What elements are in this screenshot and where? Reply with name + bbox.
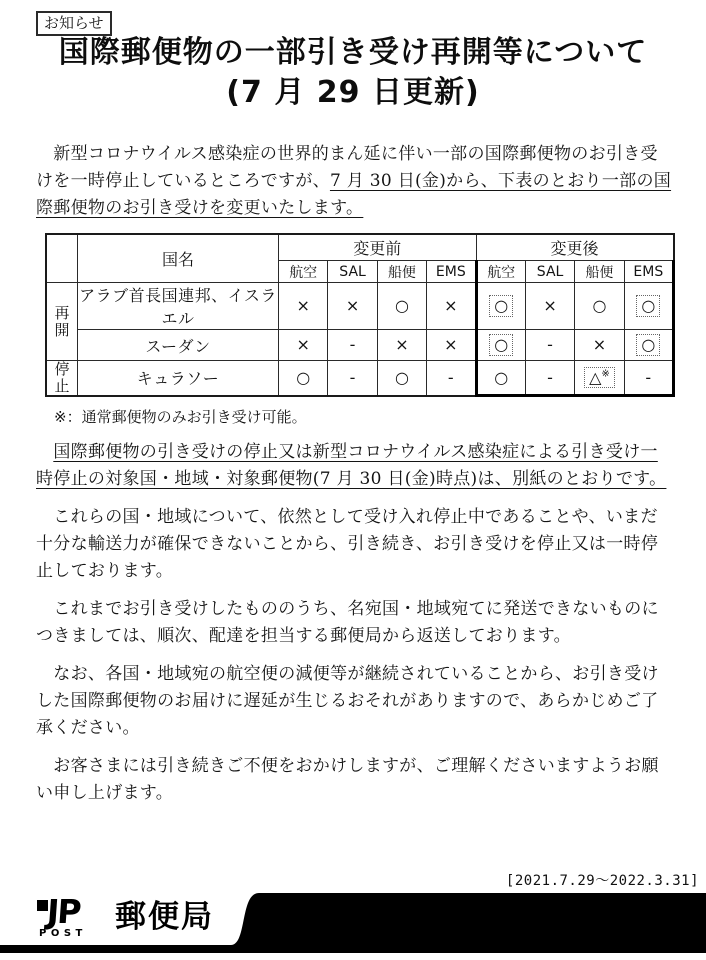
status-symbol: ○	[494, 367, 509, 387]
status-cell-before	[377, 361, 426, 396]
before-subcolumn-header: 航空	[279, 261, 328, 283]
table-body	[46, 283, 674, 396]
before-subcolumn-header: EMS	[427, 261, 476, 283]
before-subcolumn-header: SAL	[328, 261, 377, 283]
status-cell-before	[279, 361, 328, 396]
status-cell-after	[624, 361, 673, 396]
notice-badge: お知らせ	[36, 11, 112, 36]
jp-post-logo	[37, 891, 214, 944]
table-head	[46, 234, 674, 283]
status-cell-before	[377, 283, 426, 330]
row-group-label-text: 再開	[54, 303, 70, 339]
status-symbol: -	[447, 368, 454, 387]
table-row	[46, 330, 674, 361]
status-symbol: ○	[592, 296, 607, 316]
status-symbol: ○	[394, 296, 409, 316]
status-symbol-changed: ○	[489, 295, 513, 317]
document-body	[36, 141, 674, 818]
status-cell-before	[427, 361, 476, 396]
status-cell-before	[328, 361, 377, 396]
before-subcolumn-header: 船便	[377, 261, 426, 283]
country-column-header: 国名	[78, 234, 279, 283]
status-cell-before	[328, 330, 377, 361]
status-symbol: ○	[296, 368, 311, 387]
table-footnote: ※：通常郵便物のみお引き受け可能。	[54, 408, 307, 427]
row-group-label-text: 停止	[54, 360, 70, 395]
status-cell-after	[575, 361, 624, 396]
after-change-group-header: 変更後	[476, 234, 674, 261]
status-cell-after	[575, 330, 624, 361]
status-symbol: ×	[444, 296, 458, 316]
status-cell-after	[624, 330, 673, 361]
row-group-label	[46, 283, 78, 361]
status-cell-before	[427, 330, 476, 361]
row-group-label	[46, 361, 78, 396]
status-cell-after	[476, 330, 525, 361]
status-symbol: ×	[444, 335, 458, 355]
after-subcolumn-header: 船便	[575, 261, 624, 283]
status-symbol-changed: ○	[636, 295, 660, 317]
status-symbol-changed: ○	[636, 334, 660, 356]
after-subcolumn-header: 航空	[476, 261, 525, 283]
paragraph-attachment-ref	[36, 439, 674, 493]
status-cell-before	[427, 283, 476, 330]
text-run: 新型コロナウイルス感染症の世界的まん延に伴い一部の国際郵便物のお引き受けを一時停止しているところですが、	[36, 144, 658, 191]
status-cell-before	[279, 330, 328, 361]
text-run	[36, 442, 53, 462]
status-cell-after	[476, 361, 525, 396]
country-cell: キュラソー	[78, 361, 279, 396]
status-cell-before	[328, 283, 377, 330]
status-symbol: ×	[592, 335, 607, 355]
status-symbol: ×	[345, 296, 360, 316]
status-symbol: -	[547, 335, 553, 355]
jp-post-logo-mark	[37, 891, 101, 940]
status-symbol: ×	[296, 335, 310, 355]
table-row	[46, 283, 674, 330]
page-title-line1: 国際郵便物の一部引き受け再開等について	[58, 35, 648, 70]
jp-logo-post-label: POST	[39, 928, 87, 940]
jp-logo-letters: JP	[45, 891, 81, 931]
paragraph-return-policy	[36, 596, 674, 650]
status-cell-after	[575, 283, 624, 330]
service-table-wrap	[45, 233, 674, 397]
mail-service-table	[45, 233, 675, 397]
status-symbol: -	[349, 335, 356, 355]
status-symbol-changed: △※	[584, 367, 615, 389]
validity-date-range: [2021.7.29～2022.3.31]	[505, 873, 699, 889]
text-run: なお、各国・地域宛の航空便の減便等が継続されていることから、お引き受けした国際郵便物のお届けに遅延が生じるおそれがありますので、あらかじめご了承ください。	[36, 664, 659, 739]
status-symbol: ×	[543, 296, 557, 316]
status-symbol: -	[645, 367, 652, 387]
table-group-header-row	[46, 234, 674, 261]
table-row	[46, 361, 674, 396]
after-subcolumn-header: SAL	[525, 261, 574, 283]
after-subcolumn-header: EMS	[624, 261, 673, 283]
text-run: お客さまには引き続きご不便をおかけしますが、ご理解くださいますようお願い申し上げます。	[36, 756, 659, 804]
underlined-text: 国際郵便物の引き受けの停止又は新型コロナウイルス感染症による引き受け一時停止の対象国・地域・対象郵便物(7 月 30 日(金)時点)は、別紙のとおりです。	[36, 442, 667, 490]
paragraph-intro	[36, 141, 674, 222]
page-title	[0, 33, 706, 112]
corner-blank-cell	[46, 234, 78, 283]
page-title-line2: (7 月 29 日更新)	[226, 74, 480, 110]
country-cell: アラブ首長国連邦、イスラエル	[78, 283, 279, 330]
status-cell-before	[377, 330, 426, 361]
underlined-text: 7 月 30 日(金)から、下表のとおり一部の国際郵便物のお引き受けを変更いたします。	[36, 171, 672, 218]
status-cell-after	[525, 330, 574, 361]
status-cell-after	[525, 283, 574, 330]
status-cell-after	[624, 283, 673, 330]
paragraph-reason	[36, 504, 674, 585]
status-symbol: ×	[296, 296, 310, 316]
status-cell-after	[525, 361, 574, 396]
before-change-group-header: 変更前	[279, 234, 477, 261]
country-cell: スーダン	[78, 330, 279, 361]
post-office-label: 郵便局	[115, 899, 214, 935]
status-symbol: ×	[395, 335, 409, 355]
paragraph-delay-warning	[36, 661, 674, 742]
status-symbol: -	[547, 367, 553, 387]
status-cell-after	[476, 283, 525, 330]
status-symbol: ○	[394, 368, 409, 387]
status-symbol-changed: ○	[489, 334, 513, 356]
status-cell-before	[279, 283, 328, 330]
text-run: これまでお引き受けしたもののうち、名宛国・地域宛てに発送できないものにつきましては、順次、配達を担当する郵便局から返送しております。	[36, 599, 659, 647]
paragraph-closing	[36, 753, 674, 807]
status-symbol: -	[349, 368, 356, 387]
text-run: これらの国・地域について、依然として受け入れ停止中であることや、いまだ十分な輸送力が確保できないことから、引き続き、お引き受けを停止又は一時停止しております。	[36, 507, 659, 582]
